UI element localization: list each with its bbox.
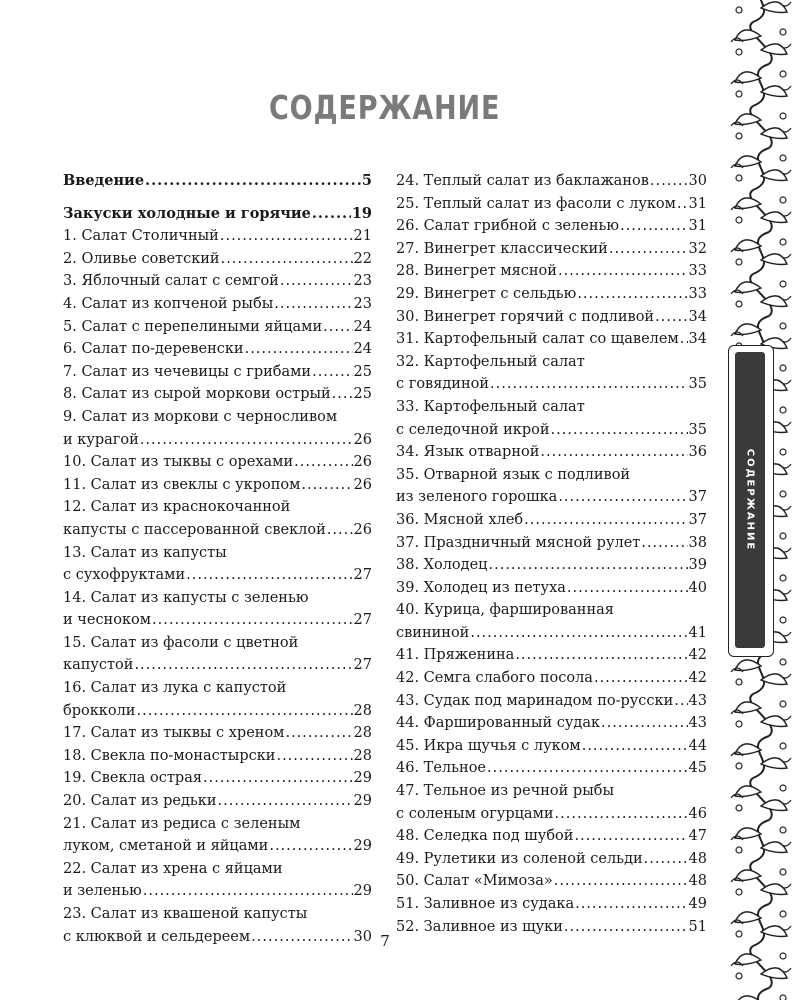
toc-entry-title: и зеленью [63, 883, 142, 900]
toc-entry-title: 4. Салат из копченой рыбы [63, 295, 274, 312]
toc-entry-title: 31. Картофельный салат со щавелем [396, 331, 679, 348]
toc-page-number: 27 [353, 612, 372, 629]
toc-section-heading[interactable] [63, 170, 372, 193]
toc-entry-title: 5. Салат с перепелиными яйцами [63, 318, 323, 335]
toc-leader-dots [280, 270, 353, 293]
toc-leader-dots [218, 790, 353, 813]
toc-entry[interactable] [396, 464, 707, 509]
toc-leader-dots [554, 870, 688, 893]
toc-leader-dots [524, 509, 687, 532]
toc-entry-title: 34. Язык отварной [396, 444, 540, 461]
toc-entry[interactable] [63, 745, 372, 768]
toc-entry[interactable] [63, 293, 372, 316]
toc-entry-title: 45. Икра щучья с луком [396, 737, 581, 754]
toc-leader-dots [515, 644, 687, 667]
toc-entry[interactable] [396, 667, 707, 690]
toc-entry-title: 14. Салат из капусты с зеленью [63, 589, 309, 606]
toc-leader-dots [487, 757, 688, 780]
toc-entry-title: 8. Салат из сырой моркови острый [63, 386, 331, 403]
toc-entry-title: с сухофруктами [63, 567, 186, 584]
toc-page-number: 19 [351, 204, 372, 222]
toc-page-number: 44 [688, 737, 707, 754]
toc-entry-title: 40. Курица, фаршированная [396, 602, 614, 619]
toc-page-number: 25 [353, 386, 372, 403]
toc-page-number: 45 [688, 760, 707, 777]
toc-leader-dots [221, 248, 353, 271]
toc-entry-title: 20. Салат из редьки [63, 793, 217, 810]
toc-entry-title: 50. Салат «Мимоза» [396, 873, 553, 890]
toc-entry[interactable] [63, 361, 372, 384]
toc-page-number: 35 [688, 376, 707, 393]
toc-entry-title: 21. Салат из редиса с зеленым [63, 815, 301, 832]
toc-entry-title: из зеленого горошка [396, 489, 558, 506]
toc-leader-dots [641, 532, 687, 555]
toc-entry[interactable] [396, 599, 707, 644]
toc-page-number: 33 [688, 285, 707, 302]
toc-leader-dots [143, 880, 353, 903]
toc-page-number: 26 [353, 521, 372, 538]
toc-entry[interactable] [63, 496, 372, 541]
toc-entry-title: капусты с пассерованной свеклой [63, 521, 326, 538]
toc-entry-title: 29. Винегрет с сельдью [396, 285, 577, 302]
toc-entry[interactable] [63, 677, 372, 722]
toc-entry-title: Закуски холодные и горячие [63, 204, 311, 222]
toc-entry[interactable] [63, 813, 372, 858]
toc-leader-dots [145, 170, 361, 193]
toc-entry-title: 10. Салат из тыквы с орехами [63, 454, 294, 471]
toc-entry[interactable] [63, 790, 372, 813]
toc-entry-title: с селедочной икрой [396, 421, 550, 438]
toc-entry[interactable] [63, 270, 372, 293]
toc-left-column [63, 170, 372, 948]
toc-entry[interactable] [396, 644, 707, 667]
toc-entry[interactable] [396, 283, 707, 306]
toc-entry-title: 27. Винегрет классический [396, 240, 608, 257]
toc-entry[interactable] [396, 170, 707, 193]
toc-page-number: 26 [353, 454, 372, 471]
toc-entry-title: 35. Отварной язык с подливой [396, 466, 631, 483]
toc-entry[interactable] [63, 587, 372, 632]
toc-entry-title: 36. Мясной хлеб [396, 511, 524, 528]
toc-entry[interactable] [396, 870, 707, 893]
toc-page-number: 29 [353, 883, 372, 900]
toc-entry-title: 48. Селедка под шубой [396, 828, 574, 845]
toc-entry[interactable] [63, 722, 372, 745]
toc-entry-title: 1. Салат Столичный [63, 228, 219, 245]
toc-entry-title: 47. Тельное из речной рыбы [396, 783, 615, 800]
toc-entry[interactable] [396, 712, 707, 735]
toc-page-number: 24 [353, 341, 372, 358]
toc-entry-title: 30. Винегрет горячий с подливой [396, 308, 655, 325]
toc-page-number: 34 [688, 308, 707, 325]
toc-leader-dots [220, 225, 353, 248]
toc-leader-dots [332, 383, 353, 406]
toc-leader-dots [601, 712, 688, 735]
toc-entry[interactable] [63, 542, 372, 587]
toc-entry[interactable] [396, 509, 707, 532]
toc-entry[interactable] [396, 780, 707, 825]
toc-leader-dots [470, 622, 687, 645]
toc-page-number: 31 [688, 218, 707, 235]
toc-page-number: 24 [353, 318, 372, 335]
toc-page-number: 51 [688, 918, 707, 935]
toc-page-number: 37 [688, 511, 707, 528]
toc-entry[interactable] [396, 238, 707, 261]
toc-entry[interactable] [396, 441, 707, 464]
toc-entry-title: 28. Винегрет мясной [396, 263, 557, 280]
toc-entry[interactable] [396, 825, 707, 848]
toc-leader-dots [558, 486, 687, 509]
toc-entry[interactable] [396, 554, 707, 577]
toc-entry-title: луком, сметаной и яйцами [63, 838, 269, 855]
toc-entry-title: 24. Теплый салат из баклажанов [396, 173, 649, 189]
toc-entry[interactable] [396, 690, 707, 713]
toc-page-number: 39 [688, 557, 707, 574]
toc-entry[interactable] [396, 306, 707, 329]
toc-entry-title: 39. Холодец из петуха [396, 579, 566, 596]
toc-entry[interactable] [63, 338, 372, 361]
toc-entry-title: 19. Свекла острая [63, 770, 202, 787]
toc-leader-dots [490, 373, 688, 396]
toc-entry[interactable] [63, 858, 372, 903]
toc-leader-dots [136, 700, 352, 723]
toc-entry-title: 43. Судак под маринадом по-русски [396, 692, 674, 709]
toc-leader-dots [574, 825, 687, 848]
toc-leader-dots [575, 893, 687, 916]
toc-entry[interactable] [63, 248, 372, 271]
toc-leader-dots [551, 419, 688, 442]
toc-entry-title: 33. Картофельный салат [396, 398, 585, 415]
toc-leader-dots [650, 170, 688, 193]
toc-entry-title: с клюквой и сельдереем [63, 928, 251, 945]
toc-entry-title: 3. Яблочный салат с семгой [63, 273, 279, 290]
toc-page-number: 36 [688, 444, 707, 461]
toc-page-number: 34 [688, 331, 707, 348]
toc-entry[interactable] [63, 383, 372, 406]
toc-leader-dots [186, 564, 352, 587]
toc-entry-title: 17. Салат из тыквы с хреном [63, 725, 285, 742]
toc-page-number: 42 [688, 670, 707, 687]
toc-entry-title: 25. Теплый салат из фасоли с луком [396, 195, 676, 212]
toc-leader-dots [680, 328, 688, 351]
toc-entry[interactable] [396, 532, 707, 555]
toc-page-number: 28 [353, 725, 372, 742]
toc-leader-dots [489, 554, 688, 577]
toc-entry-title: свининой [396, 624, 470, 641]
toc-entry-title: 6. Салат по-деревенски [63, 341, 244, 358]
toc-entry-title: 9. Салат из моркови с черносливом [63, 408, 338, 425]
toc-entry[interactable] [63, 406, 372, 451]
toc-page-number: 46 [688, 805, 707, 822]
toc-entry-title: и чесноком [63, 612, 152, 629]
toc-entry[interactable] [396, 577, 707, 600]
toc-page-number: 48 [688, 850, 707, 867]
toc-entry[interactable] [63, 767, 372, 790]
toc-entry-title: 7. Салат из чечевицы с грибами [63, 363, 312, 380]
toc-leader-dots [594, 667, 688, 690]
toc-entry[interactable] [63, 225, 372, 248]
toc-leader-dots [312, 203, 351, 226]
toc-leader-dots [644, 848, 688, 871]
toc-leader-dots [276, 745, 352, 768]
toc-entry-title: 23. Салат из квашеной капусты [63, 906, 308, 922]
toc-leader-dots [674, 690, 687, 713]
toc-leader-dots [655, 306, 687, 329]
toc-page-number: 49 [688, 896, 707, 912]
toc-leader-dots [285, 722, 352, 745]
toc-leader-dots [140, 429, 353, 452]
toc-entry[interactable] [396, 328, 707, 351]
toc-entry-title: 16. Салат из лука с капустой [63, 680, 287, 697]
toc-page-number: 43 [688, 715, 707, 732]
toc-entry-title: 38. Холодец [396, 557, 488, 574]
toc-leader-dots [323, 316, 352, 339]
toc-page-number: 29 [353, 770, 372, 787]
toc-leader-dots [555, 803, 688, 826]
toc-page-number: 23 [353, 295, 372, 312]
toc-page-number: 37 [688, 489, 707, 506]
toc-section-heading[interactable] [63, 203, 372, 226]
toc-entry-title: капустой [63, 657, 134, 674]
toc-entry-title: 44. Фаршированный судак [396, 715, 601, 732]
toc-entry-title: 46. Тельное [396, 760, 487, 777]
toc-entry-title: 51. Заливное из судака [396, 896, 575, 912]
toc-leader-dots [312, 361, 352, 384]
toc-leader-dots [152, 609, 353, 632]
toc-entry[interactable] [63, 474, 372, 497]
toc-entry[interactable] [396, 848, 707, 871]
toc-page-number: 29 [353, 838, 372, 855]
toc-entry-title: 15. Салат из фасоли с цветной [63, 634, 299, 651]
toc-leader-dots [134, 654, 352, 677]
toc-entry[interactable] [396, 215, 707, 238]
toc-leader-dots [274, 293, 352, 316]
toc-page-number: 28 [353, 747, 372, 764]
toc-leader-dots [567, 577, 688, 600]
toc-entry-title: 49. Рулетики из соленой сельди [396, 850, 643, 867]
toc-page-number: 25 [353, 363, 372, 380]
toc-leader-dots [269, 835, 352, 858]
toc-page-number: 33 [688, 263, 707, 280]
toc-entry-title: с соленым огурцами [396, 805, 554, 822]
page-number: 7 [380, 932, 390, 950]
section-tab-label: СОДЕРЖАНИЕ [744, 448, 756, 552]
toc-entry[interactable] [63, 632, 372, 677]
toc-entry[interactable] [396, 351, 707, 396]
toc-page-number: 41 [688, 624, 707, 641]
toc-page-number: 21 [353, 228, 372, 245]
toc-page-number: 40 [688, 579, 707, 596]
toc-entry[interactable] [396, 735, 707, 758]
toc-entry-title: 32. Картофельный салат [396, 353, 585, 370]
toc-leader-dots [582, 735, 688, 758]
toc-entry[interactable] [396, 757, 707, 780]
toc-entry-title: 2. Оливье советский [63, 250, 220, 267]
toc-page-number: 26 [353, 431, 372, 448]
toc-entry-title: 13. Салат из капусты [63, 544, 227, 561]
section-tab [728, 345, 774, 657]
toc-entry-title: 22. Салат из хрена с яйцами [63, 860, 283, 877]
toc-entry[interactable] [396, 260, 707, 283]
toc-entry-title: с говядиной [396, 376, 490, 393]
toc-entry-title: 12. Салат из краснокочанной [63, 499, 291, 516]
toc-page-number: 42 [688, 647, 707, 664]
toc-page-number: 29 [353, 793, 372, 810]
toc-page-number: 26 [353, 476, 372, 493]
toc-leader-dots [620, 215, 688, 238]
toc-leader-dots [203, 767, 353, 790]
toc-leader-dots [577, 283, 687, 306]
toc-page-number: 28 [353, 702, 372, 719]
toc-leader-dots [609, 238, 688, 261]
toc-page-number: 27 [353, 567, 372, 584]
toc-page-number: 23 [353, 273, 372, 290]
toc-page-number: 48 [688, 873, 707, 890]
toc-entry-title: 37. Праздничный мясной рулет [396, 534, 641, 551]
toc-entry-title: 11. Салат из свеклы с укропом [63, 476, 301, 493]
toc-entry-title: Введение [63, 172, 145, 189]
toc-page-number: 43 [688, 692, 707, 709]
toc-entry[interactable] [396, 193, 707, 216]
toc-leader-dots [245, 338, 353, 361]
toc-entry[interactable] [396, 893, 707, 916]
toc-page-number: 22 [353, 250, 372, 267]
toc-entry-title: брокколи [63, 702, 136, 719]
toc-gap [63, 193, 372, 203]
toc-entry-title: 42. Семга слабого посола [396, 670, 593, 687]
toc-page-number: 30 [688, 173, 707, 189]
toc-page-number: 47 [688, 828, 707, 845]
toc-entry-title: и курагой [63, 431, 139, 448]
toc-entry-title: 41. Пряженина [396, 647, 515, 664]
page-title: СОДЕРЖАНИЕ [268, 88, 501, 127]
toc-entry[interactable] [63, 316, 372, 339]
toc-page-number: 27 [353, 657, 372, 674]
toc-right-column [396, 170, 707, 938]
toc-entry[interactable] [63, 451, 372, 474]
toc-leader-dots [327, 519, 353, 542]
toc-leader-dots [301, 474, 352, 497]
toc-page-number: 5 [361, 172, 372, 189]
toc-page-number: 31 [688, 195, 707, 212]
toc-entry[interactable] [396, 396, 707, 441]
toc-leader-dots [540, 441, 687, 464]
toc-entry-title: 52. Заливное из щуки [396, 918, 563, 935]
toc-leader-dots [677, 193, 688, 216]
toc-page-number: 38 [688, 534, 707, 551]
toc-entry-title: 18. Свекла по-монастырски [63, 747, 276, 764]
toc-page-number: 30 [353, 928, 372, 945]
toc-page-number: 35 [688, 421, 707, 438]
toc-leader-dots [294, 451, 352, 474]
toc-leader-dots [558, 260, 688, 283]
toc-page-number: 32 [688, 240, 707, 257]
toc-entry-title: 26. Салат грибной с зеленью [396, 218, 620, 235]
